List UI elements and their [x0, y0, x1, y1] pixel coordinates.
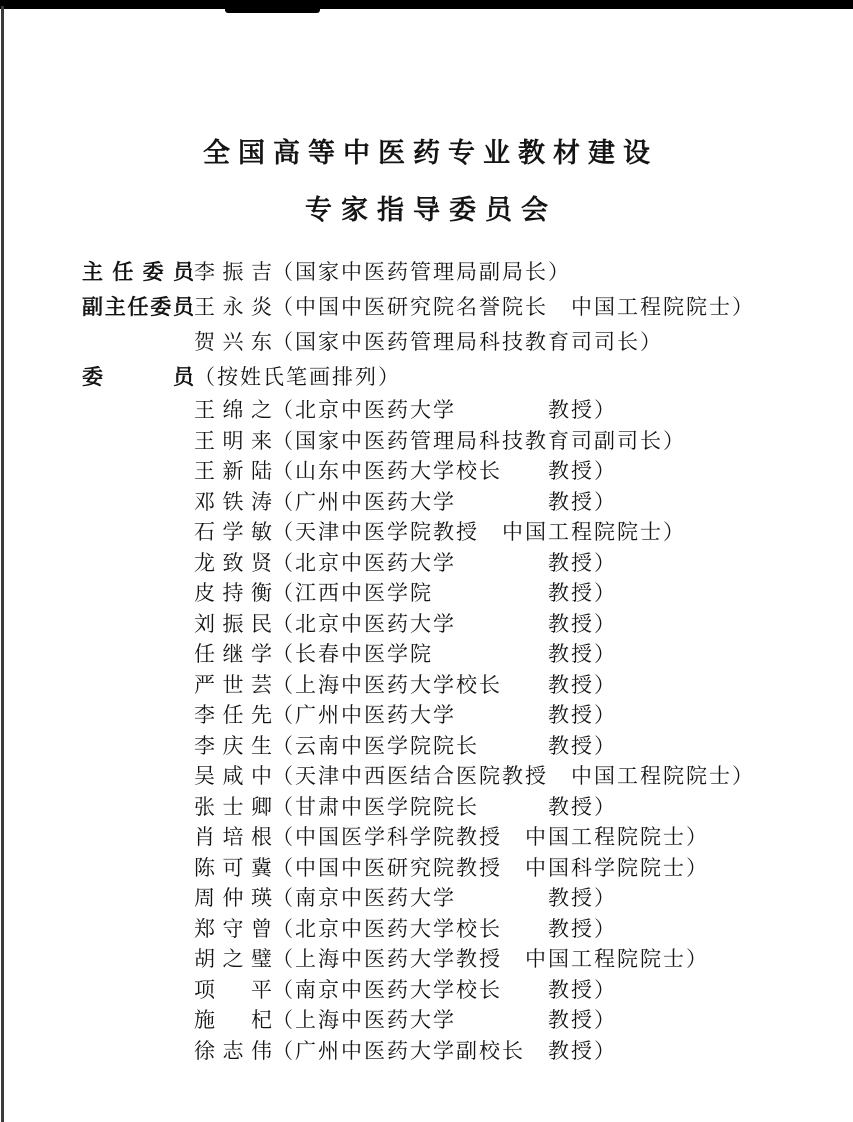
member-name: 张士卿 — [194, 794, 272, 819]
member-affiliation: （南京中医药大学 教授） — [272, 886, 617, 910]
member-name: 刘振民 — [194, 611, 272, 636]
committee-row — [82, 883, 853, 914]
member-name: 陈可冀 — [194, 855, 272, 880]
member-name: 王绵之 — [194, 398, 272, 422]
member-name: 施杞 — [194, 1008, 272, 1032]
committee-row — [82, 975, 853, 1006]
member-name: 肖培根 — [194, 825, 272, 849]
committee-row — [82, 670, 853, 701]
committee-row — [82, 1005, 853, 1036]
committee-row — [82, 1036, 853, 1067]
committee-row — [82, 731, 853, 762]
member-affiliation: （国家中医药管理局科技教育司副司长） — [272, 428, 686, 453]
member-name: 皮持衡 — [194, 581, 272, 605]
committee-row — [82, 700, 853, 731]
member-name: 贺兴东 — [194, 330, 272, 354]
member-affiliation: （北京中医药大学 教授） — [272, 398, 617, 422]
member-name: 任继学 — [194, 642, 272, 666]
scan-artifact-left-edge — [1, 6, 4, 1122]
committee-row — [82, 290, 853, 325]
member-affiliation: （上海中医药大学 教授） — [272, 1008, 617, 1032]
member-name: 王永炎 — [194, 295, 272, 319]
member-name: 李庆生 — [194, 733, 272, 758]
committee-row — [82, 853, 853, 884]
member-affiliation: （按姓氏笔画排列） — [194, 365, 401, 389]
member-affiliation: （中国中医研究院名誉院长 中国工程院院士） — [272, 295, 755, 319]
member-name: 王新陆 — [194, 459, 272, 483]
member-affiliation: （天津中医学院教授 中国工程院院士） — [272, 520, 686, 544]
member-affiliation: （上海中医药大学校长 教授） — [272, 672, 617, 697]
role-label: 副主任委员 — [82, 295, 194, 319]
member-affiliation: （北京中医药大学 教授） — [272, 550, 617, 575]
committee-row — [82, 325, 853, 360]
committee-row — [82, 456, 853, 487]
member-name: 吴咸中 — [194, 764, 272, 788]
page-title-line1: 全国高等中医药专业教材建设 — [203, 138, 658, 168]
committee-row — [82, 944, 853, 975]
committee-row — [82, 822, 853, 853]
member-name: 李任先 — [194, 703, 272, 727]
member-name: 邓铁涛 — [194, 489, 272, 514]
member-affiliation: （上海中医药大学教授 中国工程院院士） — [272, 947, 709, 971]
scan-artifact-top-blob — [225, 8, 320, 13]
member-affiliation: （江西中医学院 教授） — [272, 581, 617, 605]
member-affiliation: （长春中医学院 教授） — [272, 642, 617, 666]
member-name: 王明来 — [194, 428, 272, 453]
role-label: 委员 — [82, 365, 194, 389]
role-label: 主任委员 — [82, 260, 194, 284]
member-affiliation: （广州中医药大学 教授） — [272, 703, 617, 727]
committee-row — [82, 792, 853, 823]
committee-row — [82, 578, 853, 609]
member-affiliation: （中国中医研究院教授 中国科学院院士） — [272, 855, 709, 880]
committee-row — [82, 426, 853, 457]
committee-row — [82, 639, 853, 670]
committee-row — [82, 255, 853, 290]
member-name: 石学敏 — [194, 520, 272, 544]
committee-row — [82, 487, 853, 518]
member-affiliation: （甘肃中医学院院长 教授） — [272, 794, 617, 819]
member-affiliation: （广州中医药大学副校长 教授） — [272, 1038, 617, 1063]
member-name: 龙致贤 — [194, 550, 272, 575]
member-name: 胡之璧 — [194, 947, 272, 971]
committee-row — [82, 548, 853, 579]
page-title-line2: 专家指导委员会 — [305, 195, 557, 225]
committee-row — [82, 761, 853, 792]
member-name: 项平 — [194, 977, 272, 1002]
member-affiliation: （国家中医药管理局科技教育司司长） — [272, 330, 663, 354]
member-name: 李振吉 — [194, 260, 272, 284]
member-affiliation: （广州中医药大学 教授） — [272, 489, 617, 514]
committee-row — [82, 609, 853, 640]
member-affiliation: （北京中医药大学 教授） — [272, 611, 617, 636]
member-affiliation: （北京中医药大学校长 教授） — [272, 916, 617, 941]
member-name: 严世芸 — [194, 672, 272, 697]
member-name: 郑守曾 — [194, 916, 272, 941]
member-affiliation: （山东中医药大学校长 教授） — [272, 459, 617, 483]
committee-row — [82, 517, 853, 548]
committee-row — [82, 360, 853, 395]
committee-row — [82, 395, 853, 426]
committee-row — [82, 914, 853, 945]
scan-artifact-top-edge — [0, 0, 853, 9]
committee-list — [0, 255, 853, 1066]
member-affiliation: （云南中医学院院长 教授） — [272, 733, 617, 758]
member-affiliation: （天津中西医结合医院教授 中国工程院院士） — [272, 764, 755, 788]
member-affiliation: （南京中医药大学校长 教授） — [272, 977, 617, 1002]
member-name: 周仲瑛 — [194, 886, 272, 910]
member-affiliation: （中国医学科学院教授 中国工程院院士） — [272, 825, 709, 849]
member-affiliation: （国家中医药管理局副局长） — [272, 260, 571, 284]
member-name: 徐志伟 — [194, 1038, 272, 1063]
